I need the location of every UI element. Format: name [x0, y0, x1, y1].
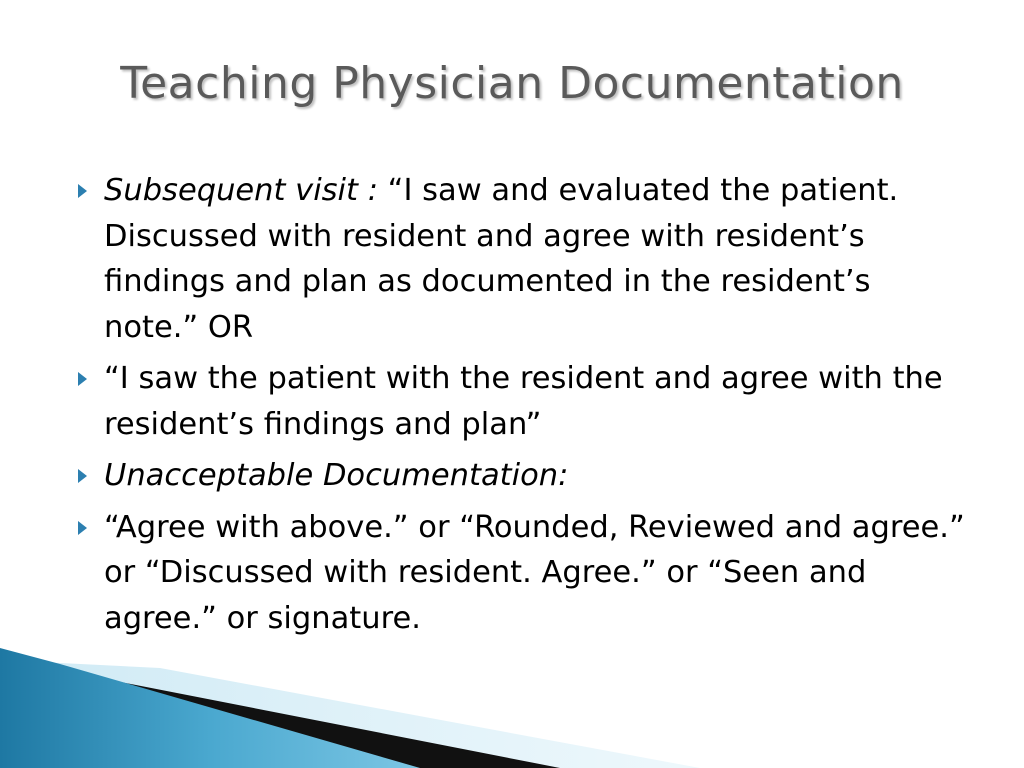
- bullet-item-unacceptable: [74, 453, 974, 499]
- triangle-bullet-icon: [78, 184, 87, 198]
- triangle-bullet-icon: [78, 372, 87, 386]
- bullet-item-examples: [74, 505, 974, 642]
- bullet-list: [74, 168, 974, 647]
- bullet-text: “I saw and evaluated the patient. Discussed with resident and agree with resident’s findings and plan as documented in the resident’s note.” OR: [104, 173, 899, 345]
- triangle-bullet-icon: [78, 521, 87, 535]
- bullet-item-subsequent-visit: [74, 168, 974, 350]
- bullet-lead: Subsequent visit :: [104, 173, 388, 208]
- bullet-lead: Unacceptable Documentation:: [104, 458, 569, 493]
- bullet-text: “I saw the patient with the resident and agree with the resident’s findings and plan”: [104, 361, 943, 442]
- slide-title: Teaching Physician Documentation: [120, 58, 904, 109]
- bullet-item-saw-patient: [74, 356, 974, 447]
- triangle-bullet-icon: [78, 469, 87, 483]
- bullet-text: “Agree with above.” or “Rounded, Reviewed and agree.” or “Discussed with resident. Agree.” or “Seen and agree.” or signature.: [104, 509, 965, 636]
